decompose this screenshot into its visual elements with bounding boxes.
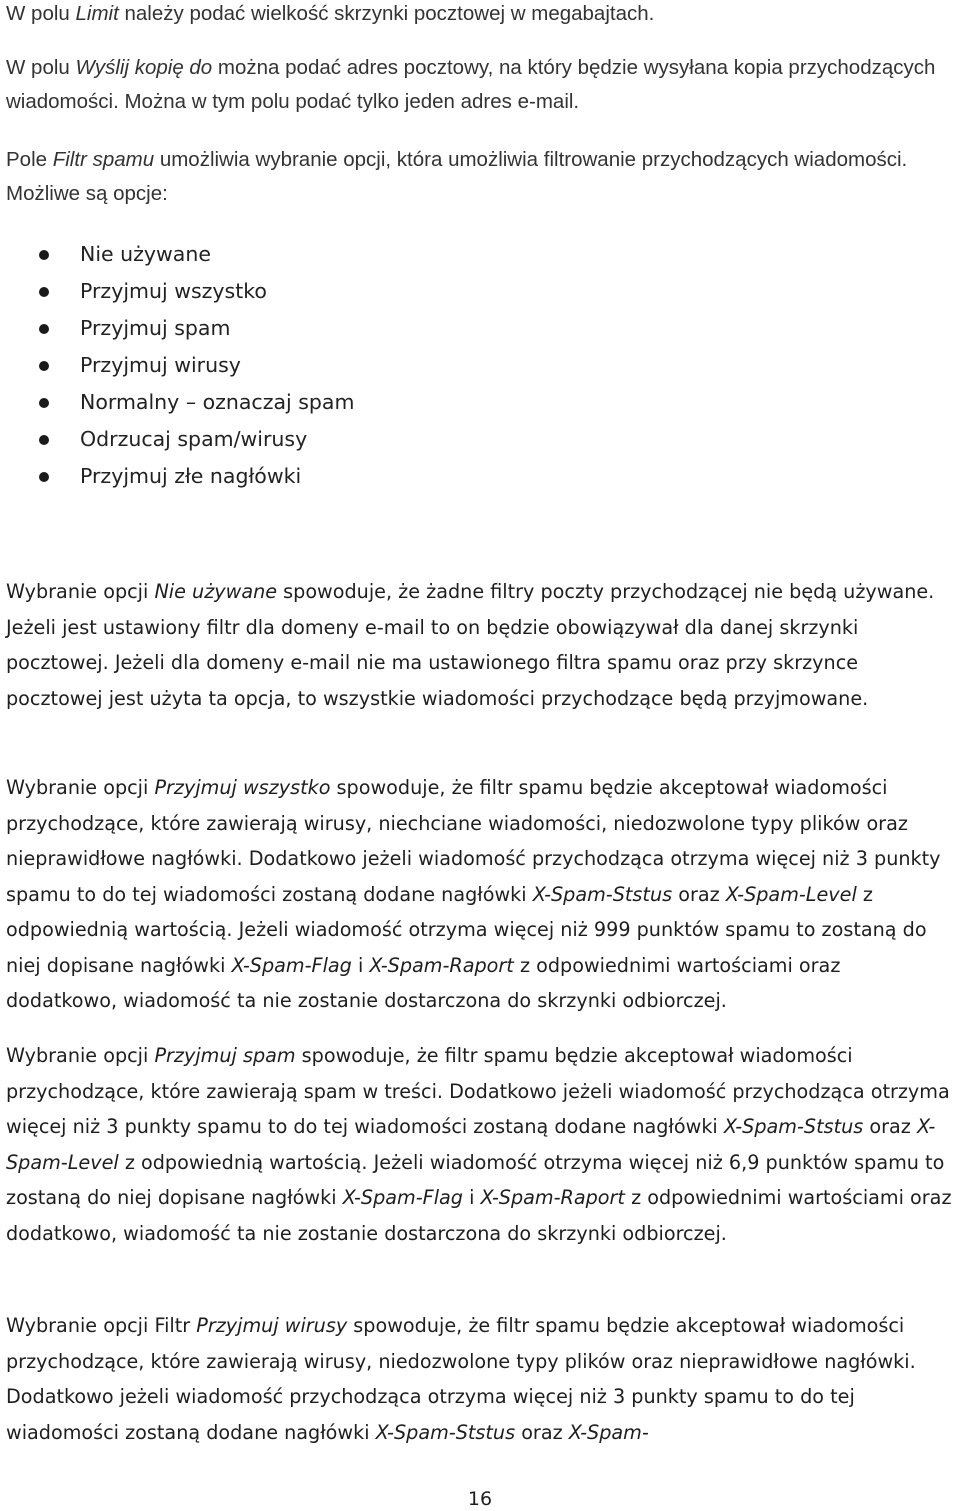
bullet-icon: [39, 398, 49, 408]
filter-paragraph: Pole Filtr spamu umożliwia wybranie opcji, która umożliwia filtrowanie przychodzących wiadomości. Możliwe są opcje:: [6, 148, 908, 205]
copy-paragraph: W polu Wyślij kopię do można podać adres pocztowy, na który będzie wysyłana kopia przychodzących wiadomości. Można w tym polu podać tylko jeden adres e-mail.: [6, 56, 936, 113]
przyjmuj-wszystko-paragraph: Wybranie opcji Przyjmuj wszystko spowoduje, że filtr spamu będzie akceptował wiadomości przychodzące, które zawierają wirusy, niechciane wiadomości, niedozwolone typy plików oraz nieprawidłowe nagłówki. Dodatkowo jeżeli wiadomość przychodząca otrzyma więcej niż 3 punkty spamu to do tej wiadomości zostaną dodane nagłówki X-Spam-Ststus oraz X-Spam-Level z odpowiednią wartością. Jeżeli wiadomość otrzyma więcej niż 999 punktów spamu to zostaną do niej dopisane nagłówki X-Spam-Flag i X-Spam-Raport z odpowiednimi wartościami oraz dodatkowo, wiadomość ta nie zostanie dostarczona do skrzynki odbiorczej.: [6, 776, 941, 1012]
bullet-icon: [39, 324, 49, 334]
list-item: Przyjmuj wszystko: [6, 273, 354, 310]
bullet-icon: [39, 435, 49, 445]
limit-paragraph: W polu Limit należy podać wielkość skrzynki pocztowej w megabajtach.: [6, 2, 655, 25]
bullet-icon: [39, 472, 49, 482]
list-item: Odrzucaj spam/wirusy: [6, 421, 354, 458]
bullet-icon: [39, 287, 49, 297]
spam-filter-options-list: [6, 236, 354, 495]
list-item: Normalny – oznaczaj spam: [6, 384, 354, 421]
bullet-icon: [39, 361, 49, 371]
list-item: Przyjmuj złe nagłówki: [6, 458, 354, 495]
copy-field-name: Wyślij kopię do: [75, 56, 213, 79]
bullet-icon: [39, 250, 49, 260]
limit-field-name: Limit: [75, 2, 119, 25]
przyjmuj-spam-paragraph: Wybranie opcji Przyjmuj spam spowoduje, że filtr spamu będzie akceptował wiadomości przychodzące, które zawierają spam w treści. Dodatkowo jeżeli wiadomość przychodząca otrzyma więcej niż 3 punkty spamu to do tej wiadomości zostaną dodane nagłówki X-Spam-Ststus oraz X-Spam-Level z odpowiednią wartością. Jeżeli wiadomość otrzyma więcej niż 6,9 punktów spamu to zostaną do niej dopisane nagłówki X-Spam-Flag i X-Spam-Raport z odpowiednimi wartościami oraz dodatkowo, wiadomość ta nie zostanie dostarczona do skrzynki odbiorczej.: [6, 1044, 952, 1245]
list-item: Przyjmuj wirusy: [6, 347, 354, 384]
filter-field-name: Filtr spamu: [52, 148, 155, 171]
page-number: 16: [467, 1488, 493, 1510]
przyjmuj-wirusy-paragraph: Wybranie opcji Filtr Przyjmuj wirusy spowoduje, że filtr spamu będzie akceptował wiadomości przychodzące, które zawierają wirusy, niedozwolone typy plików oraz nieprawidłowe nagłówki. Dodatkowo jeżeli wiadomość przychodząca otrzyma więcej niż 3 punkty spamu to do tej wiadomości zostaną dodane nagłówki X-Spam-Ststus oraz X-Spam-: [6, 1314, 916, 1444]
list-item: Nie używane: [6, 236, 354, 273]
list-item: Przyjmuj spam: [6, 310, 354, 347]
nie-uzywane-paragraph: Wybranie opcji Nie używane spowoduje, że żadne filtry poczty przychodzącej nie będą używane. Jeżeli jest ustawiony filtr dla domeny e-mail to on będzie obowiązywał dla danej skrzynki pocztowej. Jeżeli dla domeny e-mail nie ma ustawionego filtra spamu oraz przy skrzynce pocztowej jest użyta ta opcja, to wszystkie wiadomości przychodzące będą przyjmowane.: [6, 580, 935, 710]
